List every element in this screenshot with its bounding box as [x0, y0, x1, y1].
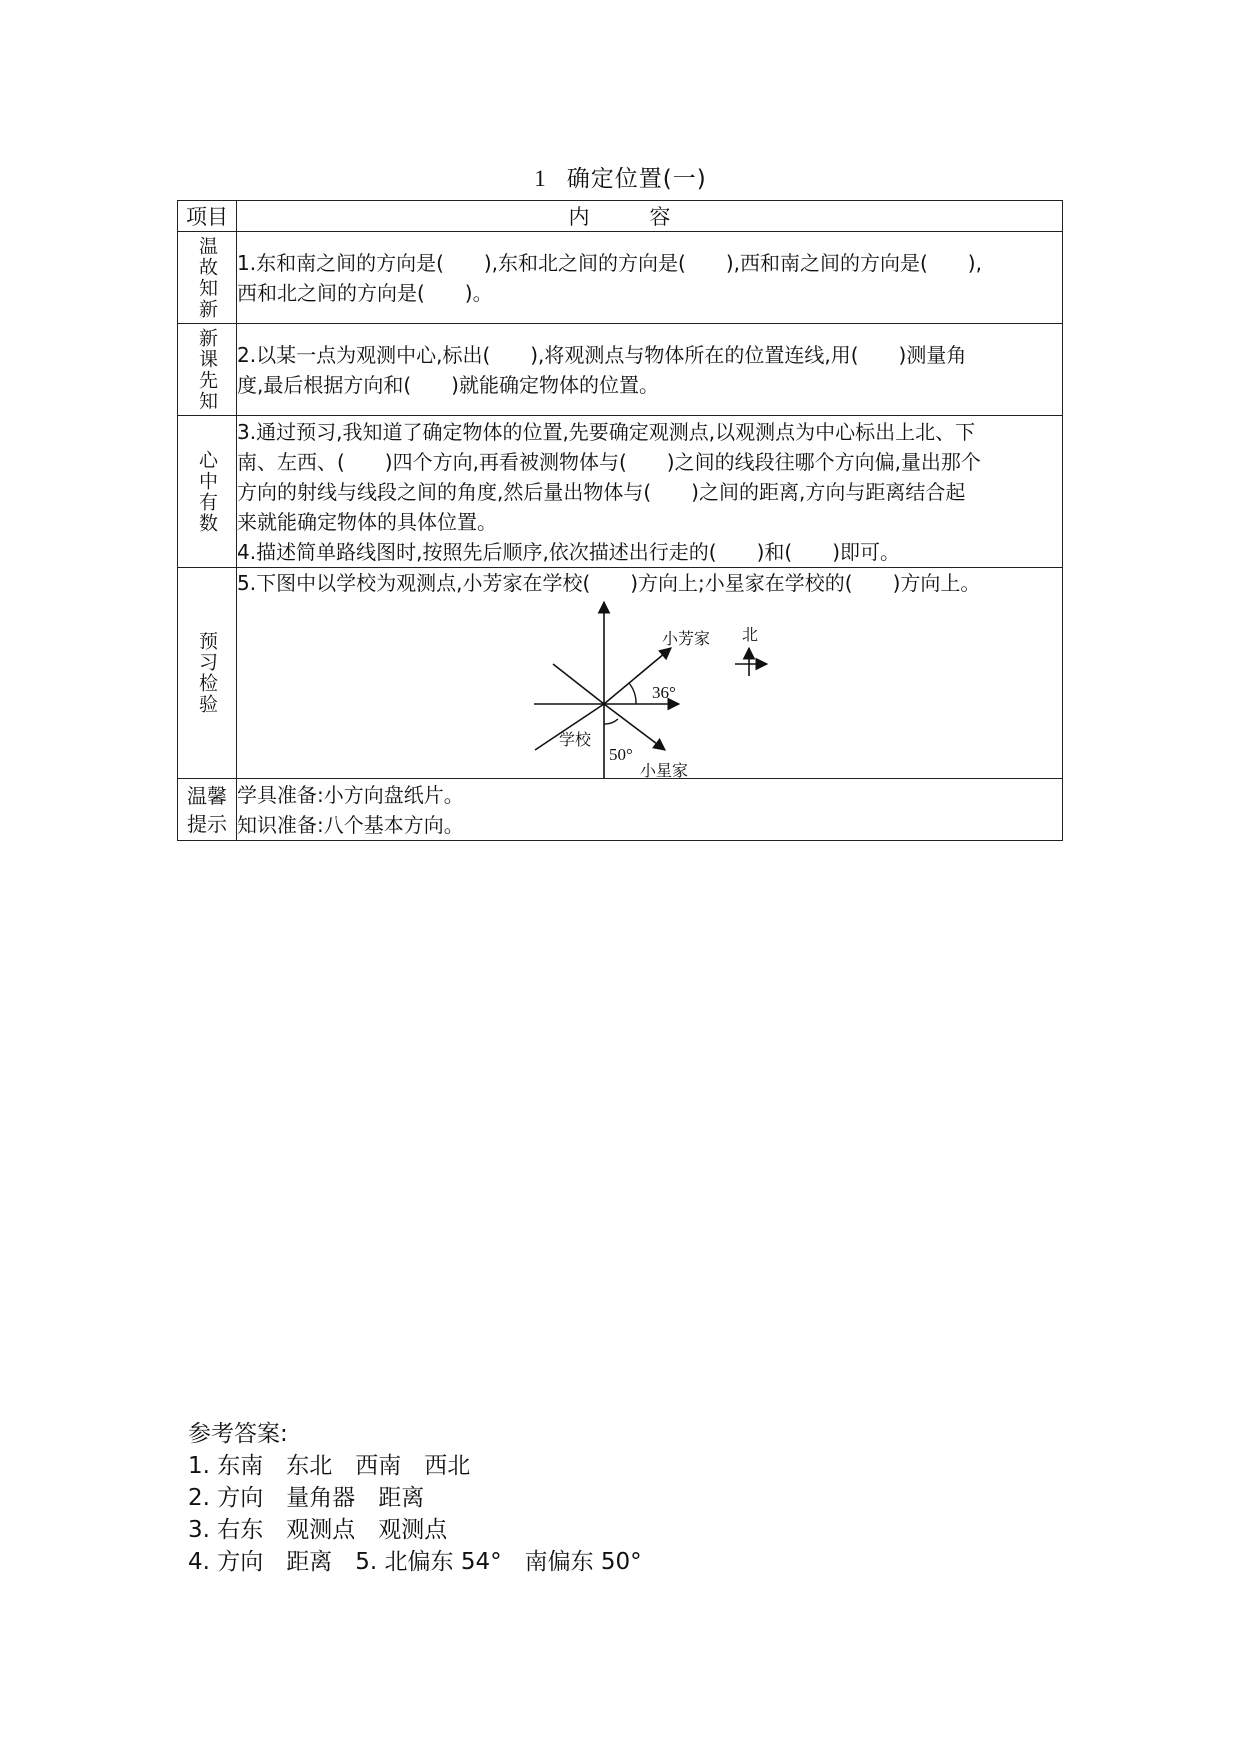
label-north: 北	[742, 625, 759, 644]
row-tips	[178, 779, 1063, 841]
row-preview	[178, 324, 1063, 416]
angle-arc-36	[629, 683, 636, 704]
direction-diagram	[237, 598, 1062, 778]
answer-line: 3. 右东 观测点 观测点	[188, 1517, 448, 1543]
answer-line: 4. 方向 距离 5. 北偏东 54° 南偏东 50°	[188, 1549, 642, 1575]
row-content: 3.通过预习,我知道了确定物体的位置,先要确定观测点,以观测点为中心标出上北、下 南、左西、( )四个方向,再看被测物体与( )之间的线段往哪个方向偏,量出那个 方向的射线与线段之间的角度,然后量出物体与( )之间的距离,方向与距离结合起 来就能确定物体的具体位置。 4.描述简单路线图时,按照先后顺序,依次描述出行走的( )和( )即可。	[237, 416, 1063, 568]
label-xiaofang: 小芳家	[662, 629, 711, 648]
header-content: 内容	[237, 201, 1063, 232]
row-content: 2.以某一点为观测中心,标出( ),将观测点与物体所在的位置连线,用( )测量角 度,最后根据方向和( )就能确定物体的位置。	[237, 324, 1063, 416]
row-label: 心中有数	[178, 416, 237, 568]
label-xiaoxing: 小星家	[640, 761, 689, 778]
angle-arc-50	[604, 719, 618, 724]
row-label-tips	[178, 779, 237, 841]
diagonal-nw-se	[553, 664, 604, 704]
label-angle-50: 50°	[609, 745, 633, 764]
title-text: 确定位置(一)	[566, 166, 707, 192]
row-review	[178, 232, 1063, 324]
table-header-row	[178, 201, 1063, 232]
row-content: 1.东和南之间的方向是( ),东和北之间的方向是( ),西和南之间的方向是( ), 西和北之间的方向是( )。	[237, 232, 1063, 324]
title-number: 1	[534, 166, 547, 191]
label-school: 学校	[559, 730, 592, 749]
xiaoxing-ray	[604, 704, 665, 750]
row-content: 5.下图中以学校为观测点,小芳家在学校( )方向上;小星家在学校的( )方向上。 小芳家 36° 学校 50° 小星家 北	[237, 568, 1063, 779]
worksheet-table	[177, 200, 1063, 841]
row-label: 预习检验	[178, 568, 237, 779]
answer-line: 2. 方向 量角器 距离	[188, 1485, 425, 1511]
label-tips-text: 温馨提示	[187, 783, 227, 836]
header-item: 项目	[178, 201, 237, 232]
label-angle-36: 36°	[652, 683, 676, 702]
answer-line: 1. 东南 东北 西南 西北	[188, 1453, 471, 1479]
answer-heading: 参考答案:	[188, 1421, 288, 1447]
row-label: 新课先知	[178, 324, 237, 416]
worksheet-title	[0, 160, 1241, 193]
row-summary	[178, 416, 1063, 568]
direction-diagram-svg	[237, 598, 1057, 778]
north-indicator	[735, 625, 767, 676]
row-content: 学具准备:小方向盘纸片。 知识准备:八个基本方向。	[237, 779, 1063, 841]
answer-key	[188, 1418, 642, 1578]
row-label: 温故知新	[178, 232, 237, 324]
row-check	[178, 568, 1063, 779]
